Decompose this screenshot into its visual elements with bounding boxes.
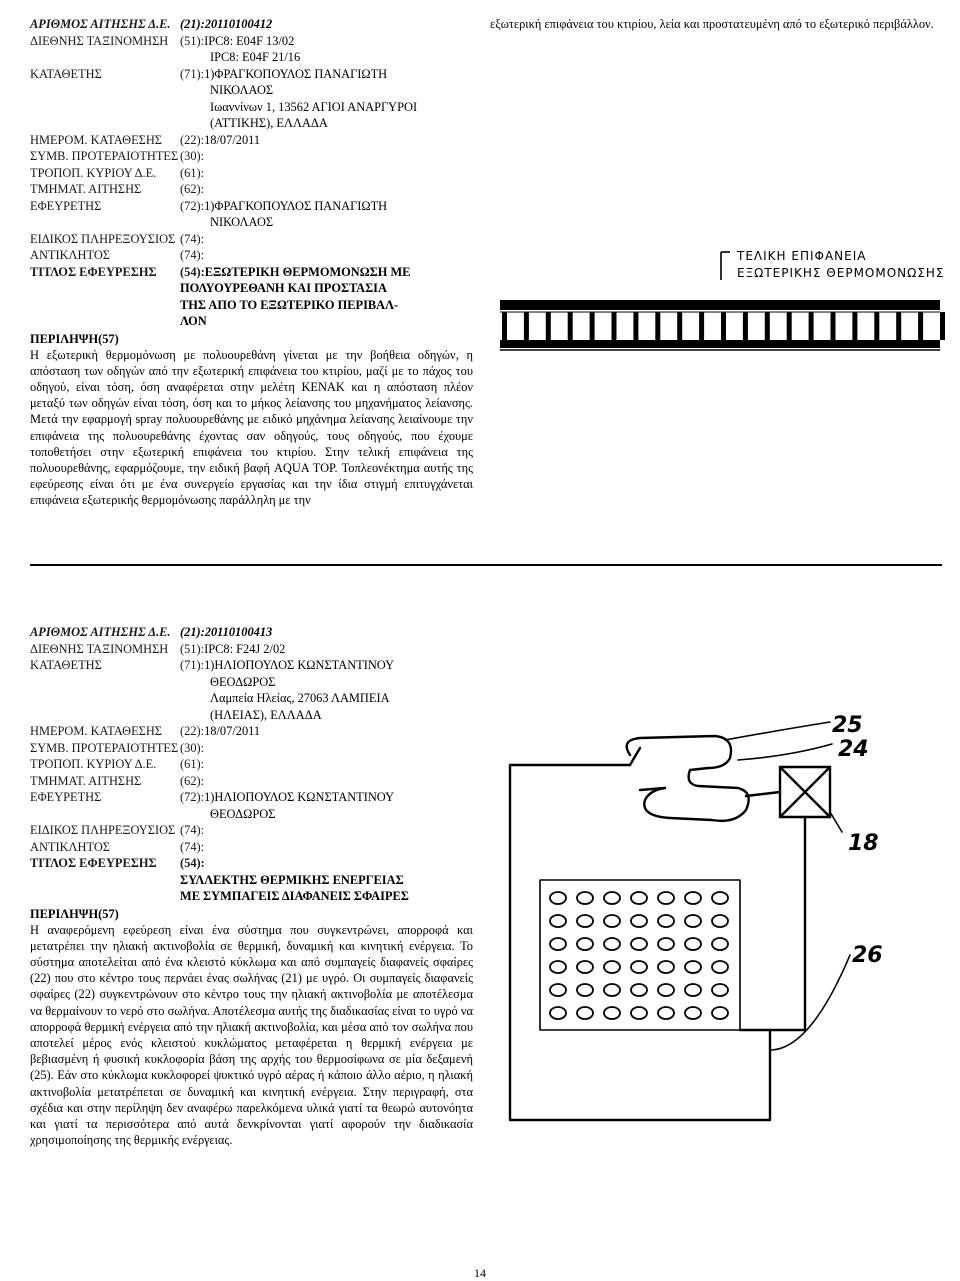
invention-title-line-3: ΤΗΣ ΑΠΟ ΤΟ ΕΞΩΤΕΡΙΚΟ ΠΕΡΙΒΑΛ- bbox=[180, 297, 399, 312]
invention-title bbox=[180, 855, 473, 905]
metadata-row bbox=[30, 49, 473, 66]
guide-rail bbox=[568, 312, 573, 340]
field-label: ΑΝΤΙΚΛΗΤΟΣ bbox=[30, 248, 110, 262]
field-code: (22): bbox=[180, 132, 205, 147]
field-value bbox=[180, 657, 473, 674]
metadata-row bbox=[30, 165, 473, 182]
metadata-row bbox=[30, 148, 473, 165]
field-label: ΤΜΗΜΑΤ. ΑΙΤΗΣΗΣ bbox=[30, 182, 142, 196]
sphere bbox=[685, 984, 701, 996]
field-label: ΕΦΕΥΡΕΤΗΣ bbox=[30, 790, 102, 804]
field-label: ΣΥΜΒ. ΠΡΟΤΕΡΑΙΟΤΗΤΕΣ bbox=[30, 740, 179, 755]
sphere bbox=[631, 1007, 647, 1019]
sphere bbox=[577, 892, 593, 904]
guide-rail bbox=[524, 312, 529, 340]
sphere bbox=[658, 938, 674, 950]
guide-rail bbox=[743, 312, 748, 340]
field-value bbox=[180, 82, 473, 99]
sphere bbox=[685, 961, 701, 973]
field-code: (51): bbox=[180, 641, 205, 656]
application-number-label: ΑΡΙΘΜΟΣ ΑΙΤΗΣΗΣ Δ.Ε. bbox=[30, 625, 171, 639]
field-label: ΑΝΤΙΚΛΗΤΟΣ bbox=[30, 839, 110, 854]
invention-title-label: ΤΙΤΛΟΣ ΕΦΕΥΡΕΣΗΣ bbox=[30, 856, 157, 870]
sphere bbox=[685, 938, 701, 950]
field-value bbox=[180, 198, 473, 215]
sphere bbox=[577, 961, 593, 973]
field-label: ΤΡΟΠΟΠ. ΚΥΡΙΟΥ Δ.Ε. bbox=[30, 757, 157, 771]
metadata-row bbox=[30, 231, 473, 248]
sphere bbox=[604, 1007, 620, 1019]
field-value bbox=[180, 165, 473, 182]
sphere bbox=[658, 984, 674, 996]
sphere bbox=[631, 961, 647, 973]
metadata-row bbox=[30, 214, 473, 231]
guide-rail bbox=[765, 312, 770, 340]
sphere bbox=[712, 915, 728, 927]
guide-rail bbox=[633, 312, 638, 340]
field-value bbox=[180, 231, 473, 248]
sphere bbox=[550, 892, 566, 904]
metadata-row bbox=[30, 723, 473, 740]
metadata-row bbox=[30, 641, 473, 658]
metadata-row bbox=[30, 181, 473, 198]
sphere bbox=[658, 915, 674, 927]
field-label: ΗΜΕΡΟΜ. ΚΑΤΑΘΕΣΗΣ bbox=[30, 724, 163, 738]
patent-entry-1 bbox=[30, 16, 473, 509]
invention-title-line-2: ΜΕ ΣΥΜΠΑΓΕΙΣ ΔΙΑΦΑΝΕΙΣ ΣΦΑΙΡΕΣ bbox=[180, 889, 409, 903]
metadata-row bbox=[30, 690, 473, 707]
circuit-pipe bbox=[510, 765, 770, 1120]
field-code: (30): bbox=[180, 740, 205, 755]
wall-surface bbox=[500, 340, 940, 348]
field-text: IPC8: E04F 21/16 bbox=[210, 50, 301, 64]
abstract-heading: ΠΕΡΙΛΗΨΗ(57) bbox=[30, 906, 119, 921]
metadata-row bbox=[30, 707, 473, 724]
field-label: ΤΡΟΠΟΠ. ΚΥΡΙΟΥ Δ.Ε. bbox=[30, 165, 157, 180]
sphere bbox=[631, 984, 647, 996]
guide-rail bbox=[874, 312, 879, 340]
sphere bbox=[685, 1007, 701, 1019]
field-text: ΘΕΟΔΩΡΟΣ bbox=[210, 806, 276, 821]
label-25: 25 bbox=[832, 713, 863, 738]
application-number-row bbox=[30, 16, 473, 33]
invention-title-row bbox=[30, 855, 473, 905]
sphere bbox=[712, 938, 728, 950]
field-value bbox=[180, 690, 473, 707]
guide-rail bbox=[677, 312, 682, 340]
field-label bbox=[30, 806, 180, 823]
field-code: (74): bbox=[180, 231, 205, 246]
metadata-row bbox=[30, 657, 473, 674]
patent-entry-2 bbox=[30, 624, 473, 1148]
sphere bbox=[658, 1007, 674, 1019]
field-text: 1)ΗΛΙΟΠΟΥΛΟΣ ΚΩΝΣΤΑΝΤΙΝΟΥ bbox=[204, 790, 395, 804]
field-label: ΕΙΔΙΚΟΣ ΠΛΗΡΕΞΟΥΣΙΟΣ bbox=[30, 231, 176, 246]
metadata-row bbox=[30, 132, 473, 149]
sphere bbox=[604, 961, 620, 973]
field-code: (22): bbox=[180, 724, 205, 738]
field-code: (72): bbox=[180, 198, 205, 213]
sphere bbox=[550, 961, 566, 973]
sphere bbox=[685, 915, 701, 927]
field-value bbox=[180, 756, 473, 773]
field-value bbox=[180, 641, 473, 658]
metadata-row bbox=[30, 839, 473, 856]
field-text: 1)ΦΡΑΓΚΟΠΟΥΛΟΣ ΠΑΝΑΓΙΩΤΗ bbox=[204, 198, 388, 213]
field-value bbox=[180, 99, 473, 116]
field-code: (71): bbox=[180, 658, 205, 672]
guide-rail bbox=[502, 312, 507, 340]
sphere bbox=[712, 1007, 728, 1019]
sphere bbox=[577, 938, 593, 950]
abstract-heading: ΠΕΡΙΛΗΨΗ(57) bbox=[30, 331, 119, 346]
sphere bbox=[577, 915, 593, 927]
guide-rail bbox=[721, 312, 726, 340]
field-value bbox=[180, 806, 473, 823]
field-text: 1)ΗΛΙΟΠΟΥΛΟΣ ΚΩΝΣΤΑΝΤΙΝΟΥ bbox=[204, 658, 395, 672]
invention-title-code: (54): bbox=[180, 856, 205, 870]
invention-title-label: ΤΙΤΛΟΣ ΕΦΕΥΡΕΣΗΣ bbox=[30, 264, 157, 279]
field-label: ΚΑΤΑΘΕΤΗΣ bbox=[30, 66, 102, 81]
field-code: (30): bbox=[180, 149, 205, 163]
field-value bbox=[180, 773, 473, 790]
guide-rail bbox=[852, 312, 857, 340]
field-code: (61): bbox=[180, 165, 205, 180]
guide-rail bbox=[612, 312, 617, 340]
field-value bbox=[180, 247, 473, 264]
metadata-row bbox=[30, 756, 473, 773]
metadata-rows bbox=[30, 33, 473, 264]
field-text: (ΗΛΕΙΑΣ), ΕΛΛΑΔΑ bbox=[210, 707, 322, 722]
field-value bbox=[180, 33, 473, 50]
guide-rail bbox=[831, 312, 836, 340]
metadata-row bbox=[30, 806, 473, 823]
field-code: (74): bbox=[180, 839, 205, 854]
field-value bbox=[180, 707, 473, 724]
field-code: (62): bbox=[180, 182, 205, 196]
field-text: Ιωαννίνων 1, 13562 ΑΓΙΟΙ ΑΝΑΡΓΥΡΟΙ bbox=[210, 99, 418, 114]
abstract-text: Η εξωτερική θερμομόνωση με πολυουρεθάνη γίνεται με την βοήθεια οδηγών, η απόσταση των οδηγών από την εξωτερική επιφάνεια του κτιρίου, μαζί με το πάχος του οδηγού, είναι τόση, όση αναφέρεται στην μελέτη ΚΕΝΑΚ και η απόσταση πλέον μεταξύ των οδηγών είναι τόση, όση και το μήκος λείανσης του μηχανήματος λείανσης. Μετά την εφαρμογή spray πολυουρεθάνης με ειδικό μηχάνημα λείανσης λειαίνουμε την επιφάνεια της πολυουρεθάνης έχοντας σαν οδηγούς, τους οδηγούς, που έχουμε τοποθετήσει στην εξωτερική επιφάνεια του κτιρίου. Στην τελική επιφάνεια της πολυουρεθάνης, εφαρμόζουμε, την ειδική βαφή AQUA TOP. Τοπλεονέκτημα αυτής της εφεύρεσης είναι ότι με ένα συνεργείο εργασίας και την ίδια στιγμή επιτυγχάνεται επιφάνεια εξωτερικής θερμομόνωσης παράλληλη με την bbox=[30, 347, 473, 508]
sphere bbox=[712, 892, 728, 904]
sphere bbox=[550, 1007, 566, 1019]
field-label bbox=[30, 707, 180, 724]
sphere bbox=[631, 915, 647, 927]
sphere bbox=[604, 915, 620, 927]
sphere bbox=[658, 892, 674, 904]
invention-title-line-2: ΠΟΛΥΟΥΡΕΘΑΝΗ ΚΑΙ ΠΡΟΣΤΑΣΙΑ bbox=[180, 281, 387, 295]
sphere bbox=[550, 984, 566, 996]
invention-title bbox=[180, 264, 473, 330]
field-label: ΔΙΕΘΝΗΣ ΤΑΞΙΝΟΜΗΣΗ bbox=[30, 33, 169, 48]
field-code: (51): bbox=[180, 33, 205, 48]
field-text: (ΑΤΤΙΚΗΣ), ΕΛΛΑΔΑ bbox=[210, 116, 328, 130]
field-value bbox=[180, 789, 473, 806]
field-label: ΔΙΕΘΝΗΣ ΤΑΞΙΝΟΜΗΣΗ bbox=[30, 641, 169, 656]
field-code: (74): bbox=[180, 823, 205, 837]
invention-title-code: (54): bbox=[180, 264, 205, 279]
abstract-continuation: εξωτερική επιφάνεια του κτιρίου, λεία και προστατευμένη από το εξωτερικό περιβάλλον. bbox=[490, 17, 934, 31]
field-text: 18/07/2011 bbox=[204, 132, 261, 147]
field-value bbox=[180, 115, 473, 132]
guide-rail bbox=[940, 312, 945, 340]
sphere bbox=[658, 961, 674, 973]
field-label bbox=[30, 214, 180, 231]
label-26: 26 bbox=[852, 943, 883, 968]
field-value bbox=[180, 214, 473, 231]
label-18: 18 bbox=[848, 831, 879, 856]
label-24: 24 bbox=[838, 737, 869, 762]
guide-rail bbox=[546, 312, 551, 340]
field-label bbox=[30, 674, 180, 691]
field-label bbox=[30, 115, 180, 132]
metadata-rows bbox=[30, 641, 473, 856]
field-label: ΚΑΤΑΘΕΤΗΣ bbox=[30, 658, 102, 672]
invention-title-line-1: ΕΞΩΤΕΡΙΚΗ ΘΕΡΜΟΜΟΝΩΣΗ ΜΕ bbox=[204, 264, 411, 279]
sphere bbox=[604, 938, 620, 950]
guide-rail bbox=[896, 312, 901, 340]
field-code: (74): bbox=[180, 248, 205, 262]
invention-title-line-1: (54): ΣΥΛΛΕΚΤΗΣ ΘΕΡΜΙΚΗΣ ΕΝΕΡΓΕΙΑΣ bbox=[180, 855, 473, 888]
transparent-spheres bbox=[550, 892, 728, 1019]
sphere bbox=[685, 892, 701, 904]
field-value bbox=[180, 148, 473, 165]
guide-rail bbox=[655, 312, 660, 340]
field-label: ΣΥΜΒ. ΠΡΟΤΕΡΑΙΟΤΗΤΕΣ bbox=[30, 149, 179, 163]
figure-label-line-2: ΕΞΩΤΕΡΙΚΗΣ ΘΕΡΜΟΜΟΝΩΣΗΣ bbox=[737, 266, 945, 280]
insulation-layer bbox=[500, 300, 940, 310]
field-label bbox=[30, 99, 180, 116]
field-code: (72): bbox=[180, 790, 205, 804]
sphere bbox=[577, 1007, 593, 1019]
metadata-row bbox=[30, 773, 473, 790]
field-text: 18/07/2011 bbox=[204, 724, 261, 738]
sphere bbox=[550, 915, 566, 927]
field-label: ΤΜΗΜΑΤ. ΑΙΤΗΣΗΣ bbox=[30, 773, 142, 788]
field-label bbox=[30, 49, 180, 66]
metadata-row bbox=[30, 82, 473, 99]
sphere bbox=[712, 984, 728, 996]
field-value bbox=[180, 839, 473, 856]
field-label bbox=[30, 82, 180, 99]
sphere bbox=[631, 938, 647, 950]
sphere bbox=[631, 892, 647, 904]
metadata-row bbox=[30, 99, 473, 116]
field-value bbox=[180, 674, 473, 691]
figure-label-line-1: ΤΕΛΙΚΗ ΕΠΙΦΑΝΕΙΑ bbox=[737, 249, 867, 263]
field-text: ΝΙΚΟΛΑΟΣ bbox=[210, 215, 274, 229]
invention-title-line-4: ΛΟΝ bbox=[180, 314, 207, 328]
field-value bbox=[180, 132, 473, 149]
guide-rail bbox=[918, 312, 923, 340]
metadata-row bbox=[30, 66, 473, 83]
sphere bbox=[604, 892, 620, 904]
field-value bbox=[180, 740, 473, 757]
field-text: IPC8: E04F 13/02 bbox=[204, 33, 295, 48]
metadata-row bbox=[30, 115, 473, 132]
collector-figure bbox=[480, 700, 910, 1160]
field-text: ΘΕΟΔΩΡΟΣ bbox=[210, 674, 276, 689]
field-value bbox=[180, 181, 473, 198]
field-value bbox=[180, 723, 473, 740]
field-label: ΗΜΕΡΟΜ. ΚΑΤΑΘΕΣΗΣ bbox=[30, 132, 163, 147]
sphere bbox=[712, 961, 728, 973]
guide-rail bbox=[699, 312, 704, 340]
field-code: (62): bbox=[180, 773, 205, 788]
guide-rails bbox=[502, 312, 945, 340]
metadata-row bbox=[30, 674, 473, 691]
storage-tank-coil bbox=[627, 736, 749, 821]
section-divider bbox=[30, 564, 942, 566]
field-label: ΕΦΕΥΡΕΤΗΣ bbox=[30, 198, 102, 213]
guide-rail bbox=[590, 312, 595, 340]
metadata-row bbox=[30, 740, 473, 757]
field-value bbox=[180, 49, 473, 66]
page-number: 14 bbox=[474, 1266, 486, 1280]
application-number-row bbox=[30, 624, 473, 641]
field-code: (61): bbox=[180, 757, 205, 771]
metadata-row bbox=[30, 822, 473, 839]
field-value bbox=[180, 822, 473, 839]
facade-figure bbox=[490, 240, 950, 370]
field-text: ΝΙΚΟΛΑΟΣ bbox=[210, 83, 274, 97]
metadata-row bbox=[30, 247, 473, 264]
field-value bbox=[180, 66, 473, 83]
sphere bbox=[604, 984, 620, 996]
application-number-value: (21):20110100413 bbox=[180, 625, 273, 639]
application-number-label: ΑΡΙΘΜΟΣ ΑΙΤΗΣΗΣ Δ.Ε. bbox=[30, 17, 171, 31]
field-label bbox=[30, 690, 180, 707]
invention-title-row bbox=[30, 264, 473, 330]
field-code: (71): bbox=[180, 66, 205, 81]
field-label: ΕΙΔΙΚΟΣ ΠΛΗΡΕΞΟΥΣΙΟΣ bbox=[30, 823, 176, 837]
field-text: IPC8: F24J 2/02 bbox=[204, 641, 286, 656]
sphere bbox=[550, 938, 566, 950]
metadata-row bbox=[30, 789, 473, 806]
sphere bbox=[577, 984, 593, 996]
metadata-row bbox=[30, 33, 473, 50]
abstract-text: Η αναφερόμενη εφεύρεση είναι ένα σύστημα που συγκεντρώνει, απορροφά και μετατρέπει την ηλιακή ακτινοβολία σε θερμική, δυναμική και κινητική ενέργεια. Το σύστημα αποτελείται από ένα κλειστό κύκλωμα και από συμπαγείς διαφανείς σφαίρες (22) που στο κέντρο τους περνάει ένας σωλήνας (21) με υγρό. Οι συμπαγείς διαφανείς σφαίρες (22) συγκεντρώνουν στο κέντρο τους την ηλιακή ακτινοβολία με αποτέλεσμα να θερμαίνουν το νερό στο σωλήνα. Αποτέλεσμα αυτής της διαδικασίας είναι το υγρό να απορροφά θερμική ενέργεια από την ηλιακή ακτινοβολία, και μέσα από τον σωλήνα που αποτελεί μέρος ενός κλειστού κυκλώματος μεταφέρεται η θερμική ενέργεια με βεβιασμένη ή φυσική κυκλοφορία βάση της αρχής του θερμοσίφωνα σε μία δεξαμενή (25). Εάν στο κύκλωμα κυκλοφορεί ψυκτικό υγρό αέρας ή κάποιο άλλο αέριο, η ηλιακή ακτινοβολία μετατρέπεται σε δυναμική και κινητική ενέργεια. Στην περιγραφή, στα σχέδια και στην περίληψη δεν αναφέρω παρελκόμενα υλικά γιατί τα θεωρώ αυτονόητα και γιατί τα περισσότερα από αυτά δενκρίνονται γιατί αφορούν την διαδικασία χρησιμοποίησης της θερμικής ενέργειας. bbox=[30, 922, 473, 1148]
field-text: 1)ΦΡΑΓΚΟΠΟΥΛΟΣ ΠΑΝΑΓΙΩΤΗ bbox=[204, 66, 388, 81]
field-text: Λαμπεία Ηλείας, 27063 ΛΑΜΠΕΙΑ bbox=[210, 691, 390, 705]
metadata-row bbox=[30, 198, 473, 215]
guide-rail bbox=[787, 312, 792, 340]
guide-rail bbox=[809, 312, 814, 340]
application-number-value: (21):20110100412 bbox=[180, 17, 273, 31]
